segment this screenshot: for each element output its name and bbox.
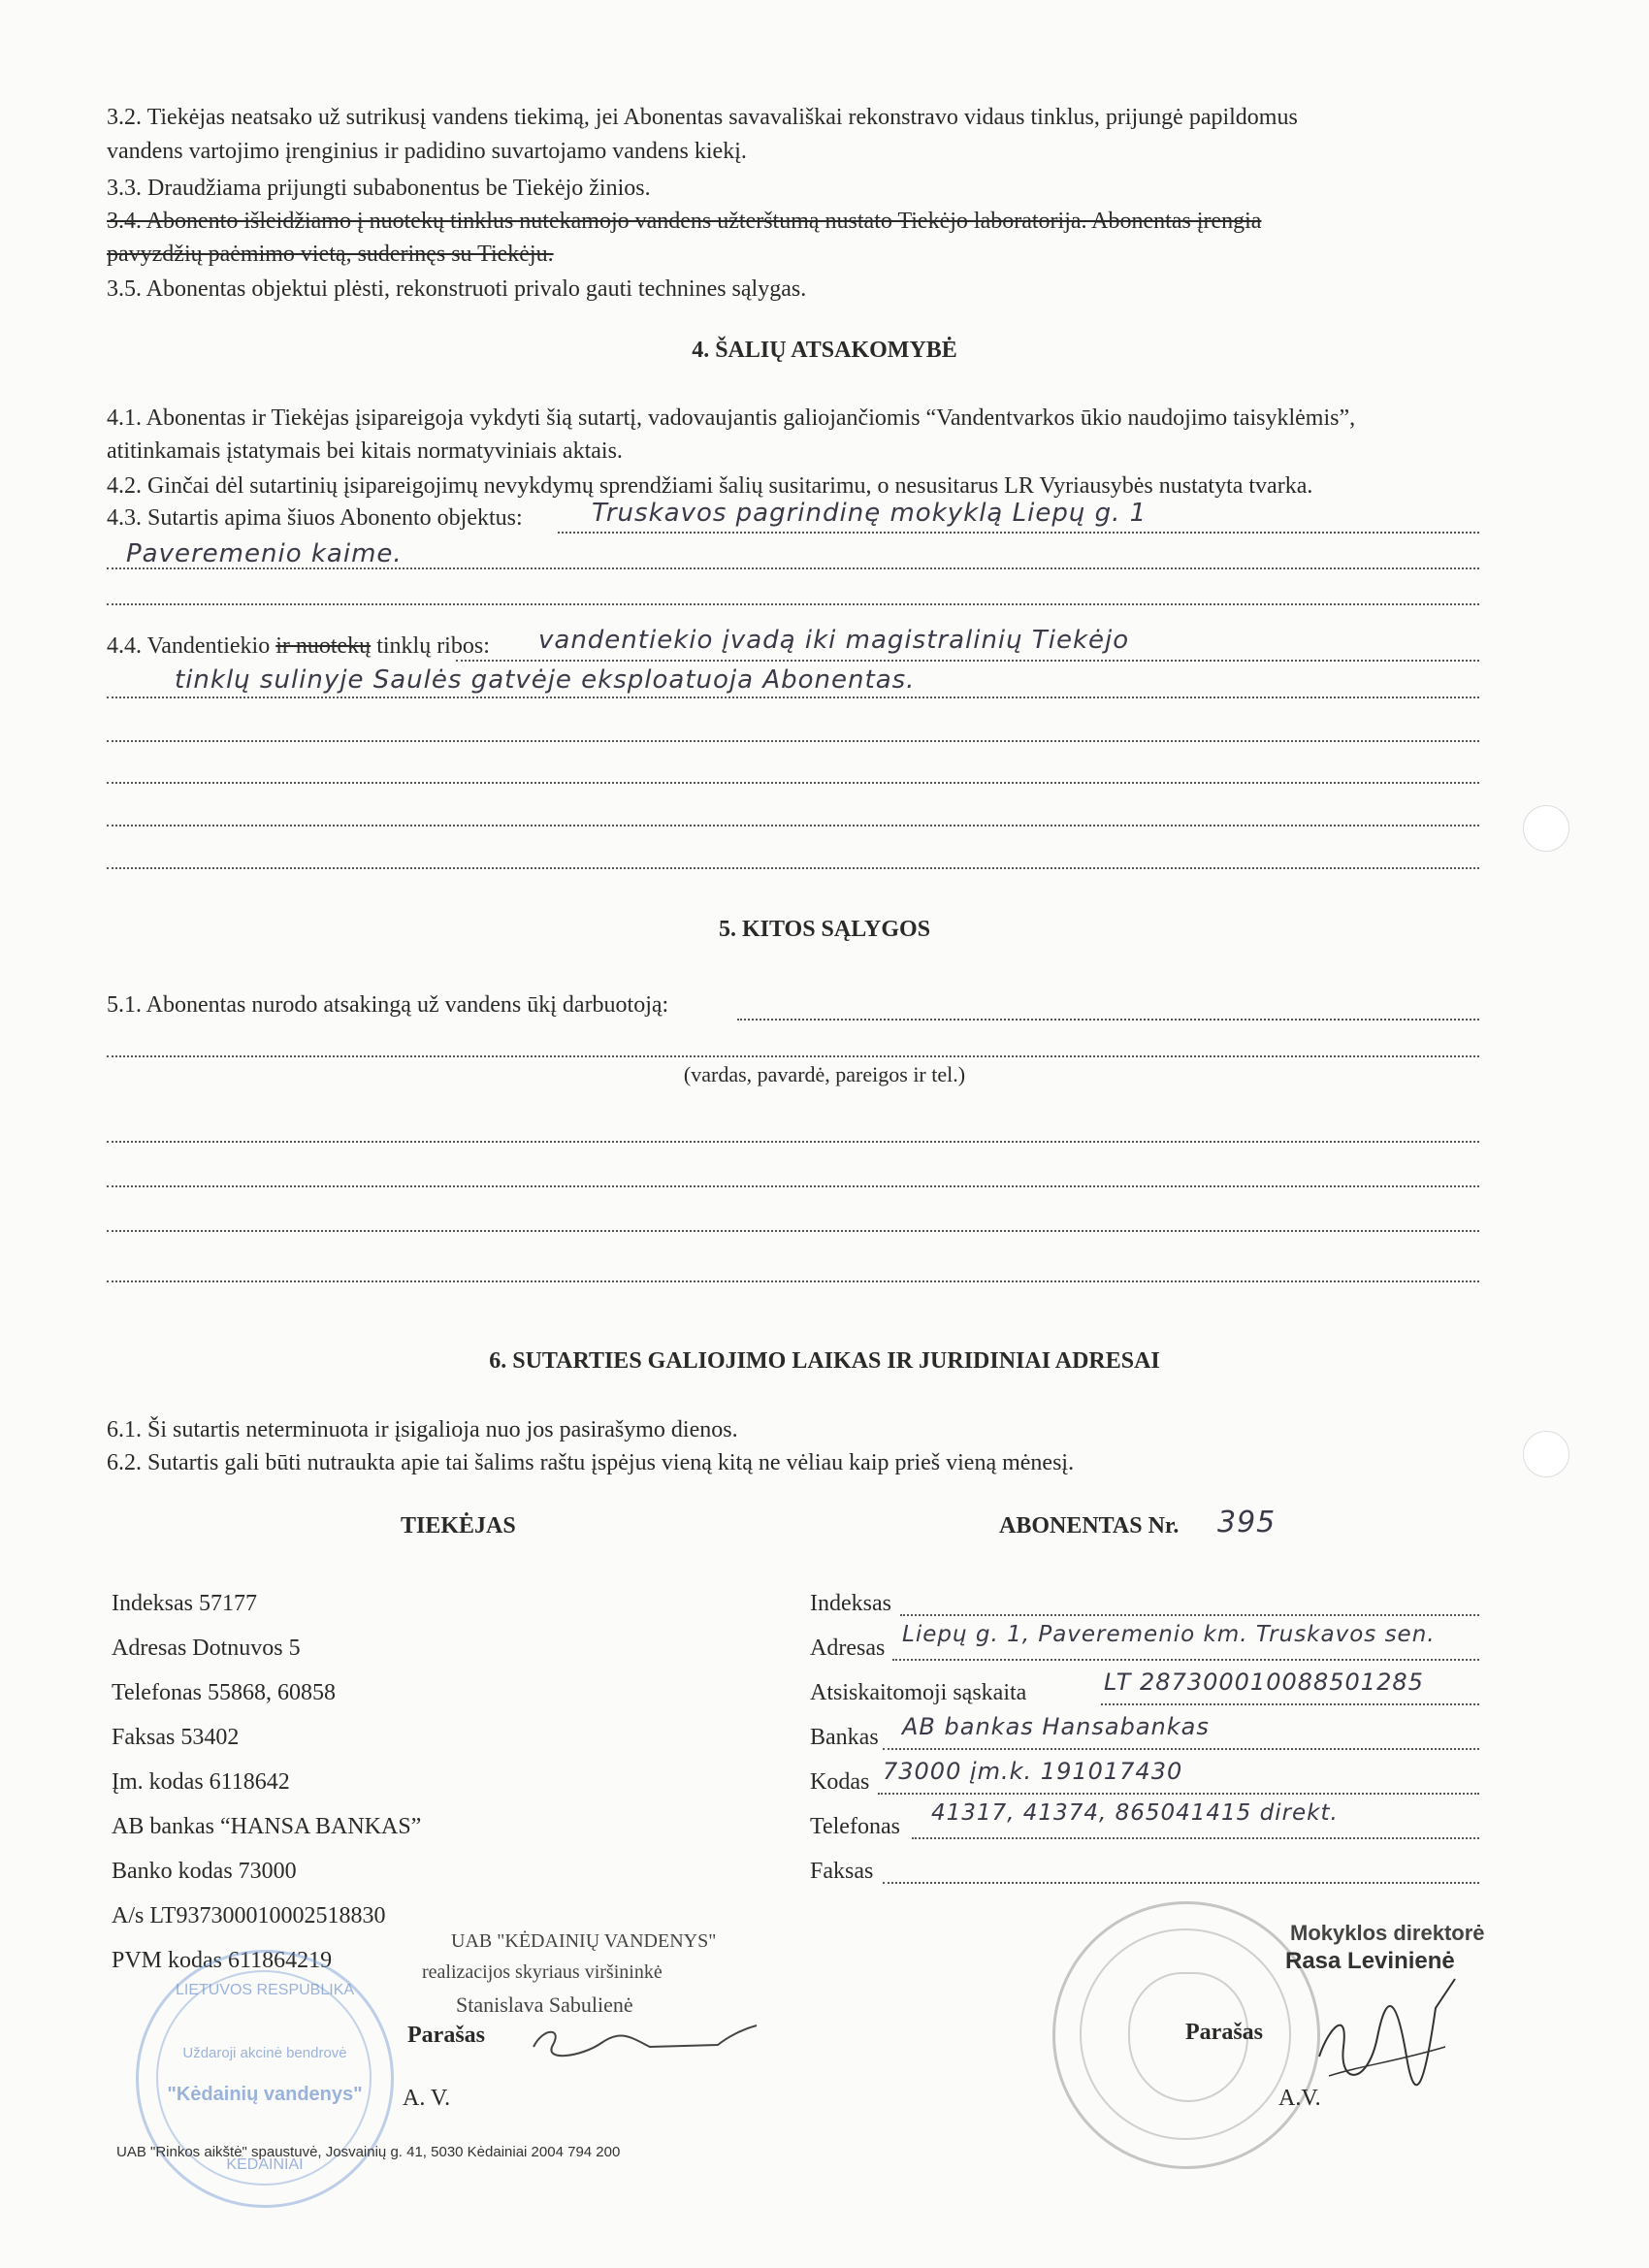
fill-line	[107, 603, 1479, 605]
clause-3-5: 3.5. Abonentas objektui plėsti, rekonstruoti privalo gauti technines sąlygas.	[107, 276, 807, 302]
subscriber-code-label: Kodas	[810, 1769, 870, 1795]
fill-line	[912, 1837, 1479, 1839]
subscriber-fax-label: Faksas	[810, 1859, 874, 1884]
subscriber-account-handwriting: LT 287300010088501285	[1104, 1669, 1424, 1696]
clause-6-1: 6.1. Ši sutartis neterminuota ir įsigalioja nuo jos pasirašymo dienos.	[107, 1417, 738, 1442]
fill-line	[558, 532, 1479, 534]
printer-footer: UAB "Rinkos aikštė" spaustuvė, Josvainių g. 41, 5030 Kėdainiai 2004 794 200	[116, 2144, 621, 2160]
supplier-seal-text4: KĖDAINIAI	[226, 2156, 304, 2173]
supplier-heading: TIEKĖJAS	[401, 1513, 516, 1539]
subscriber-index-label: Indeksas	[810, 1591, 891, 1616]
clause-4-4-label	[107, 633, 490, 660]
clause-4-1-line1: 4.1. Abonentas ir Tiekėjas įsipareigoja vykdyti šią sutartį, vadovaujantis galiojančiomis “Vandentvarkos ūkio naudojimo taisyklėmis”,	[107, 405, 1356, 431]
clause-3-3: 3.3. Draudžiama prijungti subabonentus be Tiekėjo žinios.	[107, 176, 651, 201]
subscriber-account-label: Atsiskaitomoji sąskaita	[810, 1680, 1027, 1705]
clause-3-2-line1: 3.2. Tiekėjas neatsako už sutrikusį vandens tiekimą, jei Abonentas savavališkai rekonstravo vidaus tinklus, prijungė papildomus	[107, 105, 1298, 130]
supplier-bank: AB bankas “HANSA BANKAS”	[112, 1814, 422, 1839]
supplier-signature	[524, 2018, 766, 2066]
fill-line	[107, 867, 1479, 869]
fill-line	[878, 1793, 1479, 1795]
supplier-fax: Faksas 53402	[112, 1725, 240, 1750]
subscriber-stamp-line2: Rasa Levinienė	[1285, 1948, 1455, 1974]
clause-3-4-line2: pavyzdžių paėmimo vietą, suderinęs su Tiekėju.	[107, 242, 554, 267]
fill-line	[107, 1280, 1479, 1282]
fill-line	[107, 1141, 1479, 1143]
supplier-signature-label: Parašas	[407, 2023, 485, 2048]
subscriber-phone-label: Telefonas	[810, 1814, 900, 1839]
fill-line	[107, 825, 1479, 826]
fill-line	[107, 782, 1479, 784]
fill-line	[456, 660, 1479, 662]
section-5-title: 5. KITOS SĄLYGOS	[718, 917, 931, 942]
clause-4-4-label-a: 4.4. Vandentiekio	[107, 633, 276, 659]
section-4-title: 4. ŠALIŲ ATSAKOMYBĖ	[692, 338, 957, 363]
supplier-seal	[136, 1950, 394, 2208]
fill-line	[107, 1185, 1479, 1187]
clause-4-1-line2: atitinkamais įstatymais bei kitais normatyviniais aktais.	[107, 438, 623, 464]
fill-line	[1101, 1703, 1479, 1705]
supplier-seal-text1: LIETUVOS RESPUBLIKA	[175, 1982, 355, 1998]
clause-4-2: 4.2. Ginčai dėl sutartinių įsipareigojimų nevykdymų sprendžiami šalių susitarimu, o nesusitarus LR Vyriausybės nustatyta tvarka.	[107, 473, 1313, 499]
fill-line	[737, 1019, 1479, 1021]
clause-3-2-line2: vandens vartojimo įrenginius ir padidino suvartojamo vandens kiekį.	[107, 139, 747, 164]
subscriber-number-handwriting: 395	[1217, 1506, 1277, 1539]
supplier-seal-text2: Uždaroji akcinė bendrovė	[182, 2045, 347, 2061]
fill-line	[107, 1230, 1479, 1232]
objects-handwriting-1: Truskavos pagrindinę mokyklą Liepų g. 1	[592, 499, 1148, 528]
subscriber-signature	[1300, 1969, 1465, 2105]
clause-3-4-line1: 3.4. Abonento išleidžiamo į nuotekų tinklus nutekamojo vandens užterštumą nustato Tiekėjo laboratorija. Abonentas įrengia	[107, 209, 1262, 234]
fill-line	[900, 1614, 1479, 1616]
fill-line	[883, 1748, 1479, 1750]
punch-hole	[1523, 1431, 1569, 1477]
clause-4-4-label-b: tinklų ribos:	[371, 633, 490, 659]
boundaries-handwriting-2: tinklų sulinyje Saulės gatvėje eksploatuoja Abonentas.	[175, 665, 916, 695]
subscriber-code-handwriting: 73000 įm.k. 191017430	[883, 1758, 1183, 1785]
fill-line	[892, 1659, 1479, 1661]
section-6-title: 6. SUTARTIES GALIOJIMO LAIKAS IR JURIDINIAI ADRESAI	[489, 1348, 1160, 1374]
clause-5-1-label: 5.1. Abonentas nurodo atsakingą už vandens ūkį darbuotoją:	[107, 992, 669, 1018]
subscriber-bank-handwriting: AB bankas Hansabankas	[902, 1713, 1210, 1740]
subscriber-av: A.V.	[1278, 2086, 1321, 2111]
subscriber-address-label: Adresas	[810, 1636, 886, 1661]
supplier-av: A. V.	[403, 2086, 451, 2111]
subscriber-phone-handwriting: 41317, 41374, 865041415 direkt.	[931, 1800, 1339, 1826]
fill-line	[107, 1055, 1479, 1057]
subscriber-stamp-line1: Mokyklos direktorė	[1290, 1921, 1485, 1945]
supplier-vat: PVM kodas 611864219	[112, 1948, 333, 1973]
punch-hole	[1523, 805, 1569, 852]
supplier-code: Įm. kodas 6118642	[112, 1769, 290, 1795]
fill-line	[107, 697, 1479, 698]
supplier-phone: Telefonas 55868, 60858	[112, 1680, 336, 1705]
supplier-stamp-line3: Stanislava Sabulienė	[456, 1993, 633, 2017]
fill-line	[883, 1882, 1479, 1884]
supplier-bank-code: Banko kodas 73000	[112, 1859, 297, 1884]
supplier-stamp-line2: realizacijos skyriaus viršininkė	[422, 1961, 663, 1983]
subscriber-address-handwriting: Liepų g. 1, Paveremenio km. Truskavos sen.	[902, 1622, 1436, 1647]
clause-6-2: 6.2. Sutartis gali būti nutraukta apie tai šalims raštu įspėjus vieną kitą ne vėliau kaip prieš vieną mėnesį.	[107, 1450, 1075, 1475]
supplier-account: A/s LT937300010002518830	[112, 1903, 386, 1928]
supplier-index: Indeksas 57177	[112, 1591, 257, 1616]
clause-4-3-label: 4.3. Sutartis apima šiuos Abonento objektus:	[107, 505, 523, 531]
fill-line	[107, 740, 1479, 742]
subscriber-signature-label: Parašas	[1185, 2020, 1263, 2045]
supplier-stamp-line1: UAB "KĖDAINIŲ VANDENYS"	[451, 1930, 717, 1952]
subscriber-bank-label: Bankas	[810, 1725, 879, 1750]
boundaries-handwriting-1: vandentiekio įvadą iki magistralinių Tiekėjo	[538, 626, 1130, 655]
supplier-address: Adresas Dotnuvos 5	[112, 1636, 301, 1661]
responsible-person-hint: (vardas, pavardė, pareigos ir tel.)	[683, 1062, 966, 1086]
objects-handwriting-2: Paveremenio kaime.	[126, 539, 403, 568]
subscriber-heading: ABONENTAS Nr.	[999, 1513, 1180, 1539]
supplier-seal-text3: "Kėdainių vandenys"	[167, 2084, 363, 2105]
clause-4-4-label-struck: ir nuotekų	[275, 633, 372, 659]
